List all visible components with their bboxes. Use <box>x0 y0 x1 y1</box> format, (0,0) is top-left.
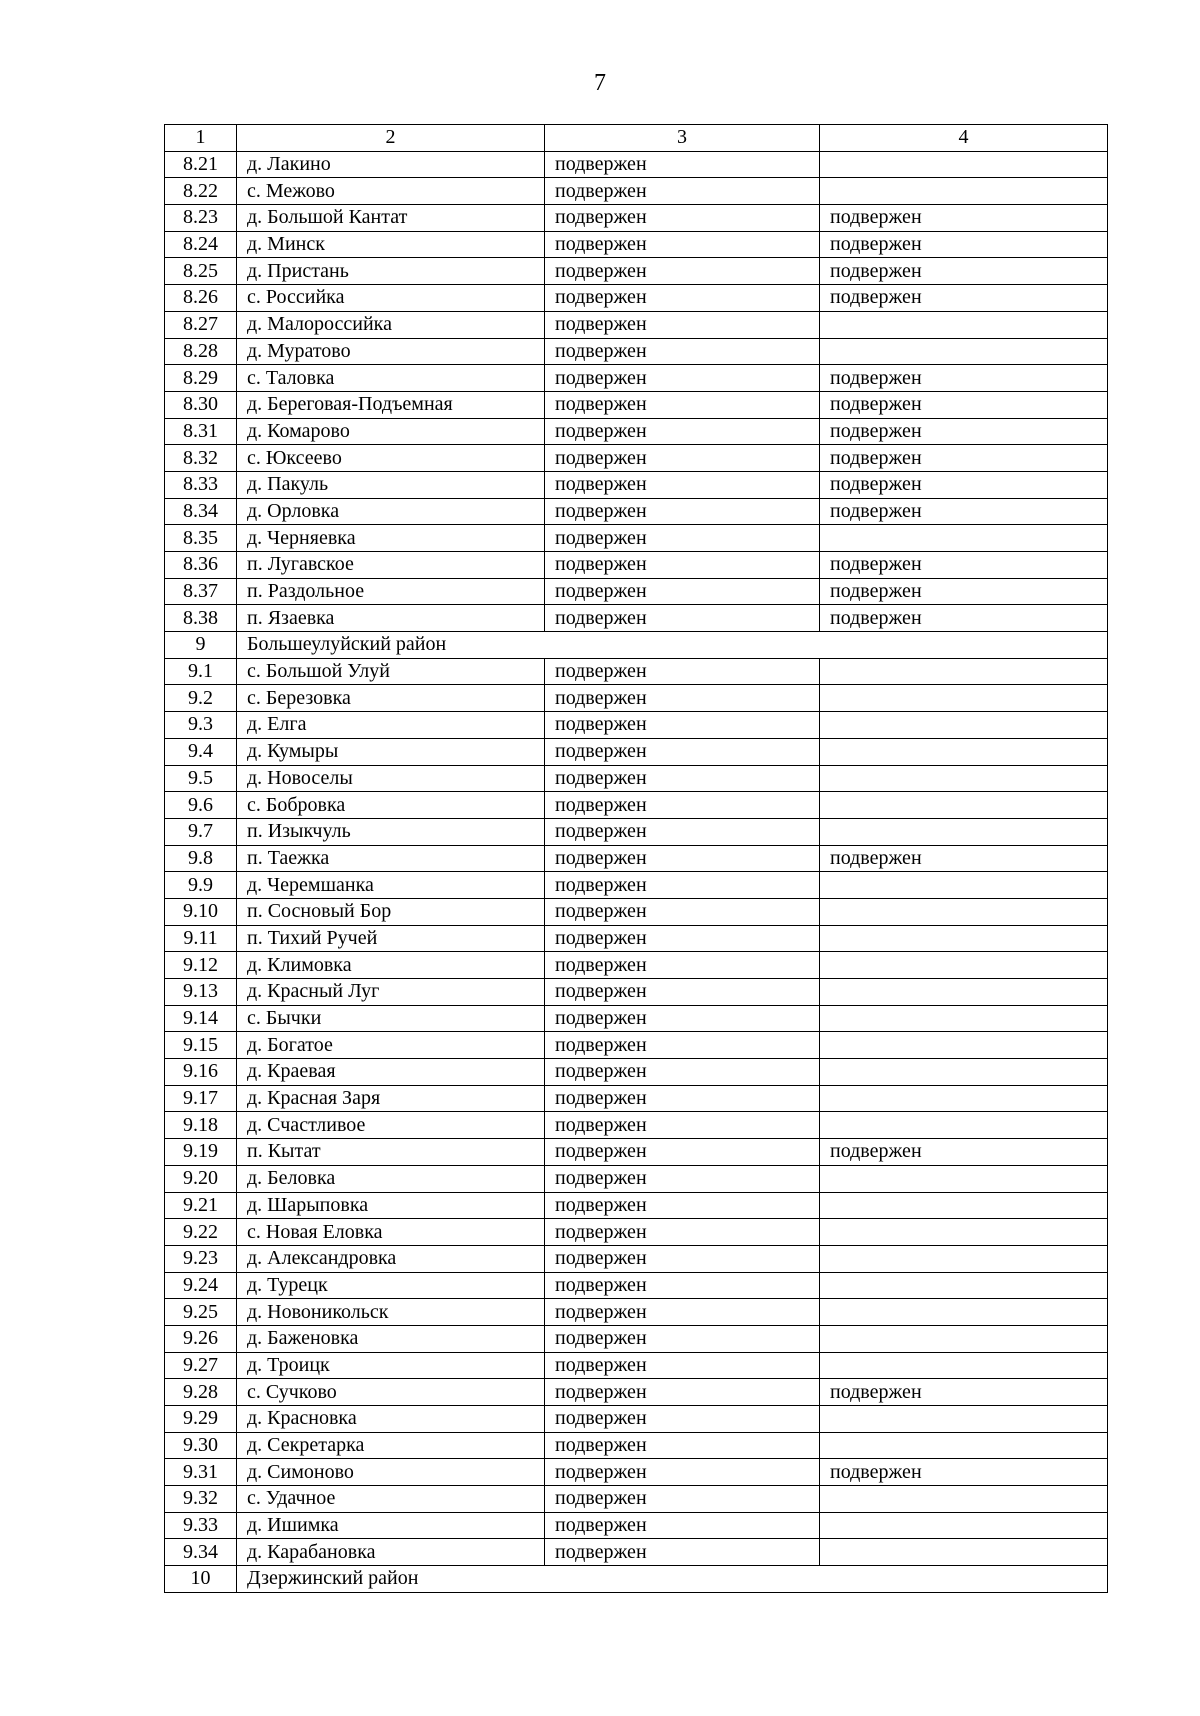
column-4-value <box>820 311 1108 338</box>
settlement-name: с. Бычки <box>237 1005 545 1032</box>
row-number: 9.7 <box>165 818 237 845</box>
settlement-name: п. Лугавское <box>237 552 545 579</box>
column-4-value <box>820 1539 1108 1566</box>
table-row <box>165 765 1108 792</box>
table-row <box>165 1299 1108 1326</box>
column-4-value <box>820 1112 1108 1139</box>
column-3-value: подвержен <box>545 872 820 899</box>
table-row <box>165 952 1108 979</box>
column-3-value: подвержен <box>545 552 820 579</box>
column-4-value <box>820 765 1108 792</box>
column-header-2: 2 <box>237 125 545 152</box>
settlement-name: с. Березовка <box>237 685 545 712</box>
settlements-table <box>164 124 1108 1593</box>
row-number: 9.1 <box>165 658 237 685</box>
column-3-value: подвержен <box>545 205 820 232</box>
row-number: 8.26 <box>165 285 237 312</box>
column-4-value: подвержен <box>820 205 1108 232</box>
row-number: 9.19 <box>165 1139 237 1166</box>
table-row <box>165 151 1108 178</box>
table-row <box>165 1512 1108 1539</box>
settlement-name: с. Сучково <box>237 1379 545 1406</box>
column-3-value: подвержен <box>545 1085 820 1112</box>
column-3-value: подвержен <box>545 311 820 338</box>
column-3-value: подвержен <box>545 1139 820 1166</box>
row-number: 8.24 <box>165 231 237 258</box>
column-4-value <box>820 1299 1108 1326</box>
column-3-value: подвержен <box>545 1459 820 1486</box>
column-4-value <box>820 1325 1108 1352</box>
row-number: 8.27 <box>165 311 237 338</box>
column-4-value <box>820 685 1108 712</box>
settlement-name: д. Троицк <box>237 1352 545 1379</box>
settlement-name: д. Орловка <box>237 498 545 525</box>
row-number: 8.21 <box>165 151 237 178</box>
settlement-name: д. Черемшанка <box>237 872 545 899</box>
column-3-value: подвержен <box>545 1219 820 1246</box>
row-number: 9.6 <box>165 792 237 819</box>
row-number: 8.23 <box>165 205 237 232</box>
column-3-value: подвержен <box>545 1539 820 1566</box>
settlement-name: д. Беловка <box>237 1165 545 1192</box>
row-number: 9.8 <box>165 845 237 872</box>
settlement-name: с. Новая Еловка <box>237 1219 545 1246</box>
column-4-value: подвержен <box>820 1379 1108 1406</box>
settlement-name: с. Бобровка <box>237 792 545 819</box>
column-4-value: подвержен <box>820 391 1108 418</box>
column-3-value: подвержен <box>545 338 820 365</box>
column-4-value <box>820 925 1108 952</box>
table-row <box>165 792 1108 819</box>
settlement-name: д. Береговая-Подъемная <box>237 391 545 418</box>
row-number: 9.29 <box>165 1406 237 1433</box>
column-4-value <box>820 1192 1108 1219</box>
settlement-name: с. Межово <box>237 178 545 205</box>
settlement-name: с. Российка <box>237 285 545 312</box>
row-number: 9.25 <box>165 1299 237 1326</box>
settlement-name: д. Климовка <box>237 952 545 979</box>
column-4-value: подвержен <box>820 498 1108 525</box>
column-3-value: подвержен <box>545 979 820 1006</box>
column-3-value: подвержен <box>545 1245 820 1272</box>
table-row <box>165 1165 1108 1192</box>
column-4-value <box>820 1432 1108 1459</box>
row-number: 8.32 <box>165 445 237 472</box>
table-row <box>165 498 1108 525</box>
column-3-value: подвержен <box>545 1059 820 1086</box>
settlement-name: д. Елга <box>237 712 545 739</box>
table-row <box>165 365 1108 392</box>
column-4-value <box>820 1085 1108 1112</box>
table-row <box>165 925 1108 952</box>
table-row <box>165 605 1108 632</box>
row-number: 9.28 <box>165 1379 237 1406</box>
column-3-value: подвержен <box>545 1112 820 1139</box>
row-number: 9.14 <box>165 1005 237 1032</box>
column-header-4: 4 <box>820 125 1108 152</box>
column-4-value: подвержен <box>820 445 1108 472</box>
settlement-name: д. Пакуль <box>237 471 545 498</box>
table-row <box>165 1406 1108 1433</box>
settlement-name: д. Новоникольск <box>237 1299 545 1326</box>
table-row <box>165 285 1108 312</box>
table-row <box>165 738 1108 765</box>
column-3-value: подвержен <box>545 258 820 285</box>
column-3-value: подвержен <box>545 578 820 605</box>
row-number: 9.5 <box>165 765 237 792</box>
settlement-name: д. Богатое <box>237 1032 545 1059</box>
column-3-value: подвержен <box>545 178 820 205</box>
column-3-value: подвержен <box>545 765 820 792</box>
settlement-name: д. Красный Луг <box>237 979 545 1006</box>
row-number: 9.16 <box>165 1059 237 1086</box>
table-row <box>165 1245 1108 1272</box>
row-number: 8.29 <box>165 365 237 392</box>
settlement-name: п. Раздольное <box>237 578 545 605</box>
settlement-name: с. Большой Улуй <box>237 658 545 685</box>
column-4-value: подвержен <box>820 285 1108 312</box>
row-number: 9.15 <box>165 1032 237 1059</box>
column-4-value <box>820 898 1108 925</box>
settlement-name: п. Изыкчуль <box>237 818 545 845</box>
table-row <box>165 338 1108 365</box>
table-row <box>165 552 1108 579</box>
row-number: 8.35 <box>165 525 237 552</box>
table-row <box>165 845 1108 872</box>
table-row <box>165 391 1108 418</box>
settlement-name: д. Красновка <box>237 1406 545 1433</box>
column-4-value: подвержен <box>820 845 1108 872</box>
column-4-value <box>820 178 1108 205</box>
row-number: 9.12 <box>165 952 237 979</box>
row-number: 8.36 <box>165 552 237 579</box>
table-row <box>165 1219 1108 1246</box>
table-row <box>165 1139 1108 1166</box>
row-number: 9.26 <box>165 1325 237 1352</box>
settlement-name: д. Счастливое <box>237 1112 545 1139</box>
table-row <box>165 712 1108 739</box>
column-4-value: подвержен <box>820 552 1108 579</box>
row-number: 9.21 <box>165 1192 237 1219</box>
table-row <box>165 658 1108 685</box>
column-3-value: подвержен <box>545 285 820 312</box>
column-4-value <box>820 818 1108 845</box>
column-3-value: подвержен <box>545 525 820 552</box>
row-number: 9.3 <box>165 712 237 739</box>
table-row <box>165 1539 1108 1566</box>
section-name: Дзержинский район <box>237 1566 1108 1593</box>
table-row <box>165 205 1108 232</box>
table-row <box>165 818 1108 845</box>
row-number: 9.31 <box>165 1459 237 1486</box>
row-number: 8.22 <box>165 178 237 205</box>
column-4-value <box>820 1245 1108 1272</box>
settlement-name: д. Карабановка <box>237 1539 545 1566</box>
table-row <box>165 578 1108 605</box>
settlement-name: д. Черняевка <box>237 525 545 552</box>
row-number: 9.13 <box>165 979 237 1006</box>
row-number: 8.33 <box>165 471 237 498</box>
table-row <box>165 1459 1108 1486</box>
section-row <box>165 1566 1108 1593</box>
table-row <box>165 525 1108 552</box>
table-row <box>165 1192 1108 1219</box>
table-row <box>165 1059 1108 1086</box>
settlement-name: д. Большой Кантат <box>237 205 545 232</box>
column-4-value <box>820 1486 1108 1513</box>
table-row <box>165 1486 1108 1513</box>
column-3-value: подвержен <box>545 845 820 872</box>
row-number: 9.34 <box>165 1539 237 1566</box>
row-number: 9.24 <box>165 1272 237 1299</box>
row-number: 9.27 <box>165 1352 237 1379</box>
column-3-value: подвержен <box>545 1432 820 1459</box>
row-number: 8.37 <box>165 578 237 605</box>
table-row <box>165 178 1108 205</box>
settlement-name: д. Секретарка <box>237 1432 545 1459</box>
column-4-value: подвержен <box>820 471 1108 498</box>
column-4-value <box>820 1165 1108 1192</box>
column-4-value <box>820 151 1108 178</box>
table-row <box>165 471 1108 498</box>
column-3-value: подвержен <box>545 391 820 418</box>
column-3-value: подвержен <box>545 418 820 445</box>
row-number: 9.9 <box>165 872 237 899</box>
settlement-name: д. Комарово <box>237 418 545 445</box>
table-row <box>165 1085 1108 1112</box>
column-3-value: подвержен <box>545 1032 820 1059</box>
settlement-name: п. Кытат <box>237 1139 545 1166</box>
row-number: 9.23 <box>165 1245 237 1272</box>
column-3-value: подвержен <box>545 738 820 765</box>
column-4-value <box>820 658 1108 685</box>
section-name: Большеулуйский район <box>237 632 1108 659</box>
column-3-value: подвержен <box>545 1486 820 1513</box>
settlement-name: п. Таежка <box>237 845 545 872</box>
row-number: 9.22 <box>165 1219 237 1246</box>
column-4-value <box>820 1005 1108 1032</box>
column-4-value <box>820 1059 1108 1086</box>
column-4-value: подвержен <box>820 1459 1108 1486</box>
column-4-value: подвержен <box>820 1139 1108 1166</box>
section-number: 9 <box>165 632 237 659</box>
table-row <box>165 1379 1108 1406</box>
column-4-value: подвержен <box>820 258 1108 285</box>
column-4-value: подвержен <box>820 231 1108 258</box>
column-3-value: подвержен <box>545 1165 820 1192</box>
table-row <box>165 1272 1108 1299</box>
table-row <box>165 872 1108 899</box>
column-3-value: подвержен <box>545 1005 820 1032</box>
settlement-name: д. Малороссийка <box>237 311 545 338</box>
column-4-value <box>820 525 1108 552</box>
row-number: 9.17 <box>165 1085 237 1112</box>
settlement-name: д. Пристань <box>237 258 545 285</box>
row-number: 9.32 <box>165 1486 237 1513</box>
row-number: 9.2 <box>165 685 237 712</box>
settlement-name: д. Кумыры <box>237 738 545 765</box>
column-4-value <box>820 1272 1108 1299</box>
column-3-value: подвержен <box>545 898 820 925</box>
table-row <box>165 685 1108 712</box>
column-3-value: подвержен <box>545 605 820 632</box>
settlement-name: д. Симоново <box>237 1459 545 1486</box>
row-number: 8.31 <box>165 418 237 445</box>
table-row <box>165 1005 1108 1032</box>
row-number: 8.28 <box>165 338 237 365</box>
column-3-value: подвержен <box>545 1352 820 1379</box>
column-3-value: подвержен <box>545 1192 820 1219</box>
settlement-name: д. Краевая <box>237 1059 545 1086</box>
table-row <box>165 1352 1108 1379</box>
row-number: 8.34 <box>165 498 237 525</box>
row-number: 9.10 <box>165 898 237 925</box>
column-4-value: подвержен <box>820 605 1108 632</box>
column-3-value: подвержен <box>545 231 820 258</box>
table-row <box>165 979 1108 1006</box>
settlement-name: д. Минск <box>237 231 545 258</box>
column-3-value: подвержен <box>545 712 820 739</box>
column-4-value <box>820 1406 1108 1433</box>
column-header-1: 1 <box>165 125 237 152</box>
table-row <box>165 898 1108 925</box>
settlement-name: п. Тихий Ручей <box>237 925 545 952</box>
row-number: 9.30 <box>165 1432 237 1459</box>
table-row <box>165 1112 1108 1139</box>
column-3-value: подвержен <box>545 151 820 178</box>
table-row <box>165 445 1108 472</box>
settlement-name: д. Красная Заря <box>237 1085 545 1112</box>
column-3-value: подвержен <box>545 498 820 525</box>
column-4-value <box>820 1032 1108 1059</box>
column-4-value <box>820 872 1108 899</box>
table-row <box>165 311 1108 338</box>
settlement-name: с. Таловка <box>237 365 545 392</box>
section-row <box>165 632 1108 659</box>
column-3-value: подвержен <box>545 952 820 979</box>
row-number: 9.4 <box>165 738 237 765</box>
row-number: 8.25 <box>165 258 237 285</box>
row-number: 9.33 <box>165 1512 237 1539</box>
settlement-name: д. Новоселы <box>237 765 545 792</box>
column-3-value: подвержен <box>545 1379 820 1406</box>
settlement-name: д. Александровка <box>237 1245 545 1272</box>
table-row <box>165 1325 1108 1352</box>
settlement-name: с. Удачное <box>237 1486 545 1513</box>
column-4-value: подвержен <box>820 418 1108 445</box>
table-header-row <box>165 125 1108 152</box>
settlement-name: д. Муратово <box>237 338 545 365</box>
column-3-value: подвержен <box>545 1272 820 1299</box>
column-header-3: 3 <box>545 125 820 152</box>
settlement-name: п. Сосновый Бор <box>237 898 545 925</box>
column-3-value: подвержен <box>545 685 820 712</box>
row-number: 9.11 <box>165 925 237 952</box>
column-3-value: подвержен <box>545 365 820 392</box>
table-row <box>165 1432 1108 1459</box>
row-number: 9.20 <box>165 1165 237 1192</box>
page-number: 7 <box>594 70 606 96</box>
column-3-value: подвержен <box>545 792 820 819</box>
settlement-name: п. Язаевка <box>237 605 545 632</box>
settlement-name: д. Ишимка <box>237 1512 545 1539</box>
column-3-value: подвержен <box>545 1325 820 1352</box>
column-3-value: подвержен <box>545 471 820 498</box>
column-4-value: подвержен <box>820 578 1108 605</box>
column-3-value: подвержен <box>545 925 820 952</box>
column-4-value <box>820 1512 1108 1539</box>
settlement-name: д. Турецк <box>237 1272 545 1299</box>
column-4-value: подвержен <box>820 365 1108 392</box>
column-4-value <box>820 738 1108 765</box>
table-row <box>165 231 1108 258</box>
settlement-name: д. Шарыповка <box>237 1192 545 1219</box>
table-body <box>165 125 1108 1593</box>
section-number: 10 <box>165 1566 237 1593</box>
column-3-value: подвержен <box>545 1299 820 1326</box>
table-row <box>165 418 1108 445</box>
settlement-name: д. Лакино <box>237 151 545 178</box>
column-4-value <box>820 1352 1108 1379</box>
column-4-value <box>820 1219 1108 1246</box>
column-3-value: подвержен <box>545 658 820 685</box>
settlement-name: д. Баженовка <box>237 1325 545 1352</box>
column-4-value <box>820 712 1108 739</box>
column-3-value: подвержен <box>545 1512 820 1539</box>
column-4-value <box>820 979 1108 1006</box>
column-4-value <box>820 952 1108 979</box>
column-3-value: подвержен <box>545 445 820 472</box>
table-row <box>165 258 1108 285</box>
column-4-value <box>820 338 1108 365</box>
column-4-value <box>820 792 1108 819</box>
column-3-value: подвержен <box>545 1406 820 1433</box>
row-number: 8.38 <box>165 605 237 632</box>
column-3-value: подвержен <box>545 818 820 845</box>
table-row <box>165 1032 1108 1059</box>
settlement-name: с. Юксеево <box>237 445 545 472</box>
row-number: 8.30 <box>165 391 237 418</box>
row-number: 9.18 <box>165 1112 237 1139</box>
